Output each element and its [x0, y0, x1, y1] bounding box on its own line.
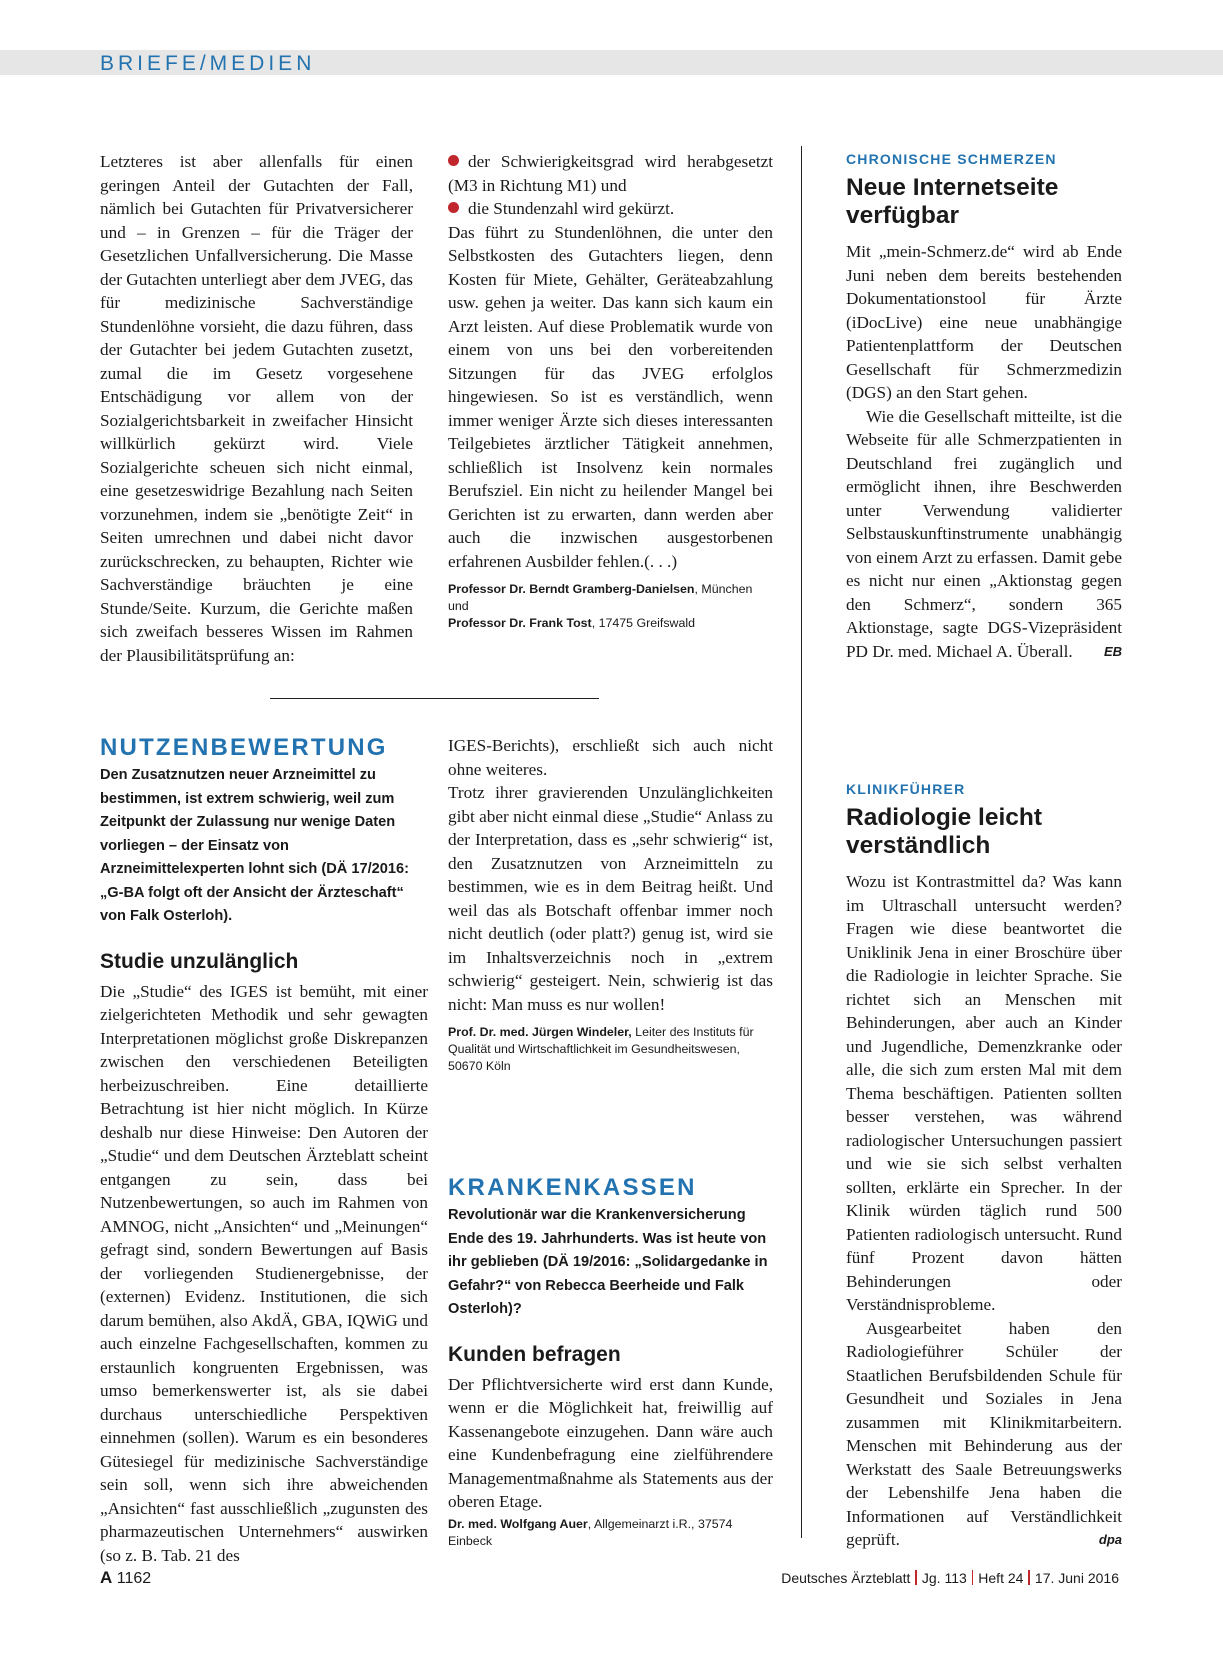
letter3-text: Der Pflichtversicherte wird erst dann Kunde, wenn er die Möglichkeit hat, freiwillig auf Kassenangebote einzugehen. Dann wäre auch eine Kundenbefragung eine zielführendere Managementmaßnahme als Statements aus der oberen Etage. — [448, 1374, 773, 1511]
sidebar2-initials: dpa — [1098, 1532, 1122, 1547]
letter3-signature: Dr. med. Wolfgang Auer, Allgemeinarzt i.R., 37574 Einbeck — [448, 1516, 733, 1548]
separator — [915, 1570, 917, 1585]
sidebar2-kicker: KLINIKFÜHRER — [846, 781, 966, 797]
bullet-item-1: der Schwierigkeitsgrad wird herabgesetzt (M3 in Richtung M1) und — [448, 152, 773, 195]
letter2-subhead: Studie unzulänglich — [100, 949, 299, 973]
journal-date: 17. Juni 2016 — [1034, 1570, 1119, 1586]
letter1-col1-text: Letzteres ist aber allenfalls für einen geringen Anteil der Gutachten der Fall, nämlich bei Gutachten für Privatversicherer und – in Grenzen – für die Träger der Gesetzlichen Unfallversicherung. Die Masse der Gutachten unterliegt aber dem JVEG, das für medizinische Sachverständige Stundenlöhne vorsieht, die dazu führen, dass der Gutachter bei jedem Gutachten zusetzt, zumal die im Gesetz vorgesehene Entschädigung vor allem von der Sozialgerichtsbarkeit in zweifacher Hinsicht willkürlich gekürzt wird. Viele Sozialgerichte scheuen sich nicht einmal, eine gesetzeswidrige Bezahlung nach Seiten vorzunehmen, indem sie „benötigte Zeit“ in Seiten umrechnen und dabei nicht davor zurückschrecken, zu behaupten, Richter wie Sachverständige bräuchten je eine Stunde/Seite. Kurzum, die Gerichte maßen sich zweifach besseres Wissen im Rahmen der Plausibilitätsprüfung an: — [100, 152, 413, 665]
letter2-column1 — [100, 734, 428, 1567]
letter3-subhead: Kunden befragen — [448, 1342, 621, 1366]
letter1-col2-text: Das führt zu Stundenlöhnen, die unter den Selbstkosten des Gutachters liegen, denn Kosten für Miete, Gehälter, Geräteabzahlung usw. gehen ja weiter. Das kann sich kaum ein Arzt leisten. Auf diese Problematik wurde von einem von uns bei den vorbereitenden Sitzungen für das JVEG erfolglos hingewiesen. So ist es verständlich, wenn immer weniger Ärzte sich dieses interessanten Teilgebietes ärztlicher Tätigkeit annehmen, schließlich ist Insolvenz kein normales Berufsziel. Ein nicht zu heilender Mangel bei Gerichten ist zu erwarten, dann werden aber auch die inzwischen ausgestorbenen erfahrenen Ausbilder fehlen.(. . .) — [448, 222, 773, 571]
vertical-divider — [801, 146, 802, 1538]
sidebar1-initials: EB — [1103, 643, 1122, 659]
letter2-signature: Prof. Dr. med. Jürgen Windeler, Leiter des Instituts für Qualität und Wirtschaftlichkeit im Gesundheitswesen, 50670 Köln — [448, 1025, 754, 1073]
sidebar1-p1: Mit „mein-Schmerz.de“ wird ab Ende Juni neben dem bereits bestehenden Dokumentationstool für Ärzte (iDocLive) eine neue unabhängige Patientenplattform der Deutschen Gesellschaft für Schmerzmedizin (DGS) an den Start gehen. — [846, 242, 1122, 402]
letter1-column2 — [448, 150, 773, 632]
sidebar1-kicker: CHRONISCHE SCHMERZEN — [846, 151, 1057, 167]
journal-issue: Heft 24 — [978, 1570, 1024, 1586]
letter3-column — [448, 1174, 773, 1550]
page-number: A 1162 — [100, 1568, 152, 1587]
bullet-item-2: die Stundenzahl wird gekürzt. — [448, 197, 773, 221]
bullet-icon — [448, 155, 459, 166]
letter3-lead: Revolutionär war die Krankenversicherung Ende des 19. Jahrhunderts. Was ist heute von ihr geblieben (DÄ 19/2016: „Solidargedanke in Gefahr?“ von Rebecca Beerheide und Falk Osterloh)? — [448, 1207, 768, 1317]
journal-volume: Jg. 113 — [921, 1570, 967, 1586]
separator — [972, 1570, 974, 1585]
letter2-col2-p2: Trotz ihrer gravierenden Unzulänglichkeiten gibt aber nicht einmal diese „Studie“ Anlass zu der Interpretation, dass es „sehr schwierig“ ist, den Zusatznutzen von Arzneimitteln zu bestimmen, wie es in dem Beitrag heißt. Und weil das als Botschaft offenbar immer noch nicht deutlich (oder platt?) genug ist, wird sie im Inhaltsverzeichnis noch in „extrem schwierig“ gesteigert. Nein, schwierig ist das nicht: Man muss es nur wollen! — [448, 783, 773, 1014]
sidebar2-p1: Wozu ist Kontrastmittel da? Was kann im Ultraschall untersucht werden? Fragen wie diese beantwortet die Uniklinik Jena in einer Broschüre über die Radiologie in leichter Sprache. Sie richtet sich an Menschen mit Behinderungen, aber auch an Kinder und Jugendliche, Demenzkranke oder alle, die sich zum ersten Mal mit dem Thema beschäftigen. Patienten sollten besser verstehen, was während radiologischer Untersuchungen passiert und wie sie sich selbst verhalten sollten, erklärte ein Sprecher. In der Klinik würden täglich rund 500 Patienten radiologisch untersucht. Rund fünf Prozent davon hätten Behinderungen oder Verständnisprobleme. — [846, 872, 1122, 1314]
section-label: BRIEFE/MEDIEN — [100, 52, 316, 75]
sidebar1-title: Neue Internetseite verfügbar — [846, 174, 1059, 229]
horizontal-divider — [270, 698, 599, 699]
letter2-column2 — [448, 734, 773, 1075]
section-title-krankenkassen: KRANKENKASSEN — [448, 1174, 697, 1201]
letter2-col1-text: Die „Studie“ des IGES ist bemüht, mit einer zielgerichteten Methodik und sehr gewagten Interpretationen möglichst große Diskrepanzen zwischen den verschiedenen Beteiligten herbeizuschreiben. Eine detaillierte Betrachtung ist hier nicht möglich. In Kürze deshalb nur diese Hinweise: Den Autoren der „Studie“ und dem Deutschen Ärzteblatt scheint entgangen zu sein, dass bei Nutzenbewertungen, so auch im Rahmen von AMNOG, nicht „Ansichten“ und „Meinungen“ gefragt sind, sondern Bewertungen auf Basis der vorliegenden Studienergebnisse, der (externen) Evidenz. Institutionen, die sich darum bemühen, also AkdÄ, GBA, IQWiG und auch einzelne Fachgesellschaften, kommen zu erstaunlich kongruenten Ergebnissen, was umso bemerkenswerter ist, als sie dabei durchaus unterschiedliche Perspektiven einnehmen (sollen). Warum es ein besonderes Gütesiegel für medizinische Sachverständige sein soll, wenn sich ihre abweichenden „Ansichten“ fast ausschließlich „zugunsten des pharmazeutischen Unternehmers“ auswirken (so z. B. Tab. 21 des — [100, 981, 428, 1565]
letter2-col2-p1: IGES-Berichts), erschließt sich auch nicht ohne weiteres. — [448, 736, 773, 779]
letter1-signature: Professor Dr. Berndt Gramberg-Danielsen, München und Professor Dr. Frank Tost, 17475 Greifswald — [448, 582, 753, 630]
journal-name: Deutsches Ärzteblatt — [781, 1570, 911, 1586]
section-title-nutzenbewertung: NUTZENBEWERTUNG — [100, 734, 388, 761]
sidebar2-p2: Ausgearbeitet haben den Radiologieführer Schüler der Staatlichen Berufsbildenden Schule für Gesundheit und Soziales in Jena zusammen mit Klinikmitarbeitern. Menschen mit Behinderung aus der Werkstatt des Saale Betreuungswerks der Lebenshilfe Jena haben die Informationen auf Verständlichkeit geprüft. dpa — [846, 1317, 1122, 1552]
journal-info — [781, 1570, 1119, 1586]
separator — [1028, 1570, 1030, 1585]
sidebar2-title: Radiologie leicht verständlich — [846, 804, 1043, 859]
sidebar-chronische-schmerzen — [846, 150, 1122, 663]
letter2-lead: Den Zusatznutzen neuer Arzneimittel zu bestimmen, ist extrem schwierig, weil zum Zeitpunkt der Zulassung nur wenige Daten vorliegen – der Einsatz von Arzneimittelexperten lohnt sich (DÄ 17/2016: „G-BA folgt oft der Ansicht der Ärzteschaft“ von Falk Osterloh). — [100, 767, 409, 924]
sidebar-klinikfuehrer — [846, 780, 1122, 1552]
sidebar1-p2: Wie die Gesellschaft mitteilte, ist die Webseite für alle Schmerzpatienten in Deutschland frei zugänglich und ermöglicht ihnen, ihre Beschwerden unter Verwendung validierter Selbstauskunftinstrumente unabhängig von einem Arzt zu erfassen. Damit gebe es nicht nur einen „Aktionstag gegen den Schmerz“, sondern 365 Aktionstage, sagte DGS-Vizepräsident PD Dr. med. Michael A. Überall. EB — [846, 405, 1122, 664]
letter1-column1 — [100, 150, 413, 667]
bullet-icon — [448, 202, 459, 213]
